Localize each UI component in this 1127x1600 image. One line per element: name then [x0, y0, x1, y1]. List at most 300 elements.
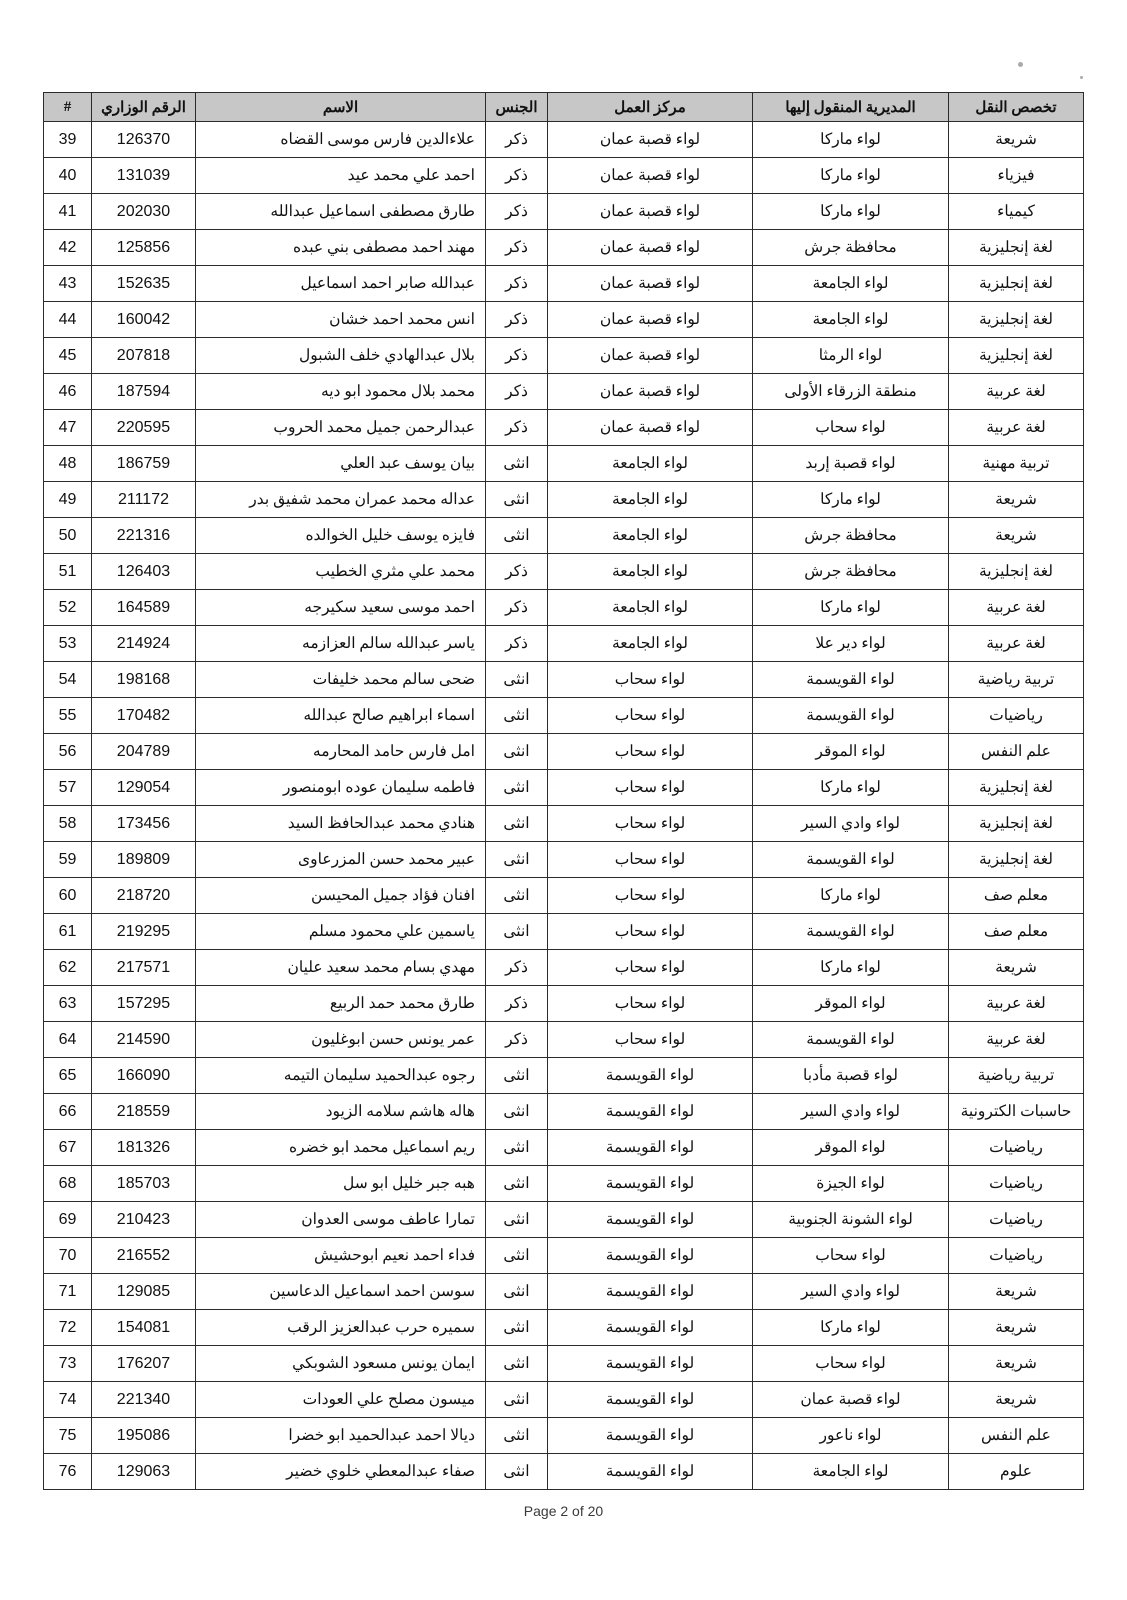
- table-cell-ministry-number: 210423: [92, 1202, 196, 1238]
- table-cell-name: عمر يونس حسن ابوغليون: [196, 1022, 486, 1058]
- table-cell-specialization: شريعة: [949, 1310, 1084, 1346]
- table-cell-gender: ذكر: [486, 986, 548, 1022]
- table-cell-num: 66: [44, 1094, 92, 1130]
- table-row: [44, 1310, 1084, 1346]
- table-cell-specialization: كيمياء: [949, 194, 1084, 230]
- table-cell-name: ديالا احمد عبدالحميد ابو خضرا: [196, 1418, 486, 1454]
- table-row: [44, 302, 1084, 338]
- table-cell-num: 48: [44, 446, 92, 482]
- table-cell-specialization: تربية مهنية: [949, 446, 1084, 482]
- table-cell-ministry-number: 221316: [92, 518, 196, 554]
- table-cell-num: 39: [44, 122, 92, 158]
- table-cell-ministry-number: 152635: [92, 266, 196, 302]
- table-cell-ministry-number: 170482: [92, 698, 196, 734]
- table-cell-specialization: لغة إنجليزية: [949, 554, 1084, 590]
- table-cell-ministry-number: 198168: [92, 662, 196, 698]
- table-cell-name: صفاء عبدالمعطي خلوي خضير: [196, 1454, 486, 1490]
- table-cell-specialization: لغة عربية: [949, 374, 1084, 410]
- table-row: [44, 662, 1084, 698]
- table-row: [44, 626, 1084, 662]
- table-cell-name: انس محمد احمد خشان: [196, 302, 486, 338]
- transfer-list-table: [43, 92, 1084, 1490]
- table-row: [44, 194, 1084, 230]
- table-cell-num: 53: [44, 626, 92, 662]
- table-cell-name: طارق محمد حمد الربيع: [196, 986, 486, 1022]
- table-row: [44, 1418, 1084, 1454]
- table-cell-ministry-number: 125856: [92, 230, 196, 266]
- table-cell-gender: انثى: [486, 662, 548, 698]
- table-cell-name: تمارا عاطف موسى العدوان: [196, 1202, 486, 1238]
- table-cell-specialization: علم النفس: [949, 734, 1084, 770]
- table-cell-num: 55: [44, 698, 92, 734]
- table-cell-directorate: لواء سحاب: [753, 410, 949, 446]
- table-cell-gender: ذكر: [486, 266, 548, 302]
- table-body: [44, 122, 1084, 1490]
- table-cell-specialization: لغة إنجليزية: [949, 338, 1084, 374]
- table-cell-name: مهدي بسام محمد سعيد عليان: [196, 950, 486, 986]
- table-cell-directorate: لواء الموقر: [753, 986, 949, 1022]
- table-cell-name: بيان يوسف عبد العلي: [196, 446, 486, 482]
- table-cell-directorate: محافظة جرش: [753, 230, 949, 266]
- table-cell-directorate: محافظة جرش: [753, 554, 949, 590]
- table-cell-specialization: لغة إنجليزية: [949, 302, 1084, 338]
- table-row: [44, 1382, 1084, 1418]
- table-cell-work-center: لواء سحاب: [548, 806, 753, 842]
- table-cell-gender: ذكر: [486, 158, 548, 194]
- table-cell-work-center: لواء الجامعة: [548, 518, 753, 554]
- table-cell-ministry-number: 220595: [92, 410, 196, 446]
- table-cell-num: 58: [44, 806, 92, 842]
- table-cell-name: اسماء ابراهيم صالح عبدالله: [196, 698, 486, 734]
- table-cell-work-center: لواء الجامعة: [548, 590, 753, 626]
- table-row: [44, 734, 1084, 770]
- table-cell-work-center: لواء سحاب: [548, 698, 753, 734]
- table-cell-num: 69: [44, 1202, 92, 1238]
- table-cell-specialization: رياضيات: [949, 1130, 1084, 1166]
- table-cell-gender: انثى: [486, 878, 548, 914]
- table-cell-specialization: لغة عربية: [949, 626, 1084, 662]
- table-cell-work-center: لواء القويسمة: [548, 1202, 753, 1238]
- column-header-specialization: تخصص النقل: [949, 93, 1084, 122]
- column-header-work-center: مركز العمل: [548, 93, 753, 122]
- table-cell-specialization: لغة عربية: [949, 986, 1084, 1022]
- table-cell-num: 64: [44, 1022, 92, 1058]
- table-cell-specialization: شريعة: [949, 482, 1084, 518]
- table-row: [44, 1058, 1084, 1094]
- table-cell-specialization: شريعة: [949, 950, 1084, 986]
- table-row: [44, 986, 1084, 1022]
- table-cell-specialization: فيزياء: [949, 158, 1084, 194]
- table-cell-gender: انثى: [486, 1202, 548, 1238]
- table-cell-ministry-number: 181326: [92, 1130, 196, 1166]
- table-cell-ministry-number: 202030: [92, 194, 196, 230]
- scan-speck-icon: [1018, 62, 1023, 67]
- table-cell-gender: انثى: [486, 1454, 548, 1490]
- table-cell-num: 62: [44, 950, 92, 986]
- table-cell-work-center: لواء القويسمة: [548, 1382, 753, 1418]
- table-cell-work-center: لواء قصبة عمان: [548, 266, 753, 302]
- table-row: [44, 446, 1084, 482]
- table-row: [44, 1238, 1084, 1274]
- table-cell-work-center: لواء سحاب: [548, 986, 753, 1022]
- table-cell-work-center: لواء القويسمة: [548, 1274, 753, 1310]
- table-row: [44, 590, 1084, 626]
- table-cell-work-center: لواء الجامعة: [548, 554, 753, 590]
- table-cell-name: علاءالدين فارس موسى القضاه: [196, 122, 486, 158]
- table-cell-ministry-number: 216552: [92, 1238, 196, 1274]
- table-cell-num: 59: [44, 842, 92, 878]
- table-cell-ministry-number: 186759: [92, 446, 196, 482]
- table-cell-ministry-number: 221340: [92, 1382, 196, 1418]
- table-cell-gender: ذكر: [486, 122, 548, 158]
- table-cell-directorate: لواء الجامعة: [753, 266, 949, 302]
- table-cell-gender: ذكر: [486, 230, 548, 266]
- table-cell-specialization: لغة إنجليزية: [949, 266, 1084, 302]
- table-row: [44, 1346, 1084, 1382]
- table-cell-directorate: لواء ماركا: [753, 878, 949, 914]
- table-cell-gender: انثى: [486, 734, 548, 770]
- table-cell-directorate: لواء الجامعة: [753, 1454, 949, 1490]
- table-cell-ministry-number: 129085: [92, 1274, 196, 1310]
- table-row: [44, 554, 1084, 590]
- table-row: [44, 338, 1084, 374]
- table-cell-name: بلال عبدالهادي خلف الشبول: [196, 338, 486, 374]
- table-cell-gender: ذكر: [486, 338, 548, 374]
- table-cell-gender: انثى: [486, 1130, 548, 1166]
- table-cell-specialization: شريعة: [949, 518, 1084, 554]
- table-container: [44, 92, 1084, 1490]
- table-cell-directorate: لواء الموقر: [753, 734, 949, 770]
- table-cell-ministry-number: 164589: [92, 590, 196, 626]
- table-cell-specialization: لغة إنجليزية: [949, 806, 1084, 842]
- table-cell-name: عبدالله صابر احمد اسماعيل: [196, 266, 486, 302]
- column-header-ministry-number: الرقم الوزاري: [92, 93, 196, 122]
- table-cell-num: 41: [44, 194, 92, 230]
- table-row: [44, 1274, 1084, 1310]
- table-cell-directorate: لواء وادي السير: [753, 806, 949, 842]
- table-cell-ministry-number: 176207: [92, 1346, 196, 1382]
- table-cell-directorate: لواء ماركا: [753, 482, 949, 518]
- table-cell-name: افنان فؤاد جميل المحيسن: [196, 878, 486, 914]
- table-cell-directorate: لواء قصبة عمان: [753, 1382, 949, 1418]
- table-cell-num: 45: [44, 338, 92, 374]
- table-cell-work-center: لواء قصبة عمان: [548, 338, 753, 374]
- table-cell-gender: انثى: [486, 1238, 548, 1274]
- table-cell-num: 40: [44, 158, 92, 194]
- table-cell-work-center: لواء القويسمة: [548, 1418, 753, 1454]
- table-cell-name: سوسن احمد اسماعيل الدعاسين: [196, 1274, 486, 1310]
- table-cell-specialization: رياضيات: [949, 1166, 1084, 1202]
- table-cell-ministry-number: 218559: [92, 1094, 196, 1130]
- table-cell-ministry-number: 217571: [92, 950, 196, 986]
- table-cell-gender: انثى: [486, 1346, 548, 1382]
- table-cell-num: 60: [44, 878, 92, 914]
- table-cell-specialization: تربية رياضية: [949, 662, 1084, 698]
- table-cell-specialization: شريعة: [949, 1274, 1084, 1310]
- table-row: [44, 806, 1084, 842]
- table-row: [44, 230, 1084, 266]
- table-cell-num: 54: [44, 662, 92, 698]
- table-cell-ministry-number: 154081: [92, 1310, 196, 1346]
- table-cell-gender: انثى: [486, 770, 548, 806]
- table-cell-name: طارق مصطفى اسماعيل عبدالله: [196, 194, 486, 230]
- table-cell-ministry-number: 131039: [92, 158, 196, 194]
- table-cell-gender: انثى: [486, 1418, 548, 1454]
- table-row: [44, 158, 1084, 194]
- table-cell-name: عداله محمد عمران محمد شفيق بدر: [196, 482, 486, 518]
- table-cell-ministry-number: 219295: [92, 914, 196, 950]
- table-cell-gender: انثى: [486, 806, 548, 842]
- table-cell-directorate: لواء ماركا: [753, 122, 949, 158]
- table-cell-name: فداء احمد نعيم ابوحشيش: [196, 1238, 486, 1274]
- table-cell-gender: انثى: [486, 1274, 548, 1310]
- table-cell-directorate: لواء القويسمة: [753, 1022, 949, 1058]
- table-row: [44, 374, 1084, 410]
- table-cell-gender: انثى: [486, 914, 548, 950]
- table-row: [44, 1202, 1084, 1238]
- table-cell-num: 51: [44, 554, 92, 590]
- table-cell-name: عبدالرحمن جميل محمد الحروب: [196, 410, 486, 446]
- table-cell-work-center: لواء سحاب: [548, 914, 753, 950]
- table-cell-specialization: رياضيات: [949, 1238, 1084, 1274]
- table-cell-name: هبه جبر خليل ابو سل: [196, 1166, 486, 1202]
- table-cell-gender: انثى: [486, 1094, 548, 1130]
- table-cell-num: 42: [44, 230, 92, 266]
- table-cell-directorate: لواء قصبة مأدبا: [753, 1058, 949, 1094]
- table-cell-specialization: علم النفس: [949, 1418, 1084, 1454]
- table-cell-name: ضحى سالم محمد خليفات: [196, 662, 486, 698]
- table-cell-work-center: لواء القويسمة: [548, 1130, 753, 1166]
- table-cell-specialization: لغة عربية: [949, 410, 1084, 446]
- table-cell-ministry-number: 166090: [92, 1058, 196, 1094]
- table-cell-ministry-number: 207818: [92, 338, 196, 374]
- table-cell-work-center: لواء القويسمة: [548, 1346, 753, 1382]
- table-cell-gender: انثى: [486, 518, 548, 554]
- table-cell-directorate: لواء ماركا: [753, 194, 949, 230]
- table-cell-gender: انثى: [486, 1166, 548, 1202]
- table-cell-specialization: معلم صف: [949, 914, 1084, 950]
- table-cell-specialization: شريعة: [949, 1346, 1084, 1382]
- table-cell-name: فايزه يوسف خليل الخوالده: [196, 518, 486, 554]
- table-cell-ministry-number: 126403: [92, 554, 196, 590]
- table-cell-specialization: رياضيات: [949, 698, 1084, 734]
- table-cell-num: 44: [44, 302, 92, 338]
- column-header-directorate: المديرية المنقول إليها: [753, 93, 949, 122]
- table-cell-name: ريم اسماعيل محمد ابو خضره: [196, 1130, 486, 1166]
- table-cell-ministry-number: 157295: [92, 986, 196, 1022]
- table-cell-directorate: منطقة الزرقاء الأولى: [753, 374, 949, 410]
- table-row: [44, 698, 1084, 734]
- table-cell-gender: انثى: [486, 698, 548, 734]
- table-cell-directorate: لواء وادي السير: [753, 1094, 949, 1130]
- table-cell-directorate: لواء الشونة الجنوبية: [753, 1202, 949, 1238]
- table-cell-work-center: لواء القويسمة: [548, 1166, 753, 1202]
- table-cell-work-center: لواء القويسمة: [548, 1238, 753, 1274]
- column-header-gender: الجنس: [486, 93, 548, 122]
- table-cell-specialization: شريعة: [949, 1382, 1084, 1418]
- table-cell-specialization: لغة إنجليزية: [949, 230, 1084, 266]
- table-cell-name: سميره حرب عبدالعزيز الرقب: [196, 1310, 486, 1346]
- table-cell-name: احمد موسى سعيد سكيرجه: [196, 590, 486, 626]
- table-cell-specialization: لغة عربية: [949, 1022, 1084, 1058]
- table-cell-gender: انثى: [486, 1382, 548, 1418]
- table-cell-specialization: رياضيات: [949, 1202, 1084, 1238]
- column-header-num: #: [44, 93, 92, 122]
- table-cell-num: 52: [44, 590, 92, 626]
- table-cell-gender: ذكر: [486, 554, 548, 590]
- table-cell-num: 68: [44, 1166, 92, 1202]
- table-cell-specialization: تربية رياضية: [949, 1058, 1084, 1094]
- table-cell-gender: ذكر: [486, 194, 548, 230]
- table-cell-directorate: لواء سحاب: [753, 1238, 949, 1274]
- table-cell-work-center: لواء قصبة عمان: [548, 374, 753, 410]
- table-cell-name: فاطمه سليمان عوده ابومنصور: [196, 770, 486, 806]
- table-cell-work-center: لواء سحاب: [548, 662, 753, 698]
- page-footer: Page 2 of 20: [523, 1503, 604, 1519]
- table-cell-directorate: لواء الرمثا: [753, 338, 949, 374]
- table-cell-num: 70: [44, 1238, 92, 1274]
- table-cell-name: امل فارس حامد المحارمه: [196, 734, 486, 770]
- table-cell-gender: ذكر: [486, 590, 548, 626]
- table-cell-name: ميسون مصلح علي العودات: [196, 1382, 486, 1418]
- table-cell-num: 61: [44, 914, 92, 950]
- table-cell-num: 56: [44, 734, 92, 770]
- table-cell-directorate: لواء ماركا: [753, 1310, 949, 1346]
- table-cell-directorate: لواء ناعور: [753, 1418, 949, 1454]
- table-row: [44, 1166, 1084, 1202]
- table-cell-directorate: لواء ماركا: [753, 770, 949, 806]
- table-cell-gender: ذكر: [486, 302, 548, 338]
- table-cell-ministry-number: 160042: [92, 302, 196, 338]
- table-cell-ministry-number: 218720: [92, 878, 196, 914]
- table-cell-gender: انثى: [486, 842, 548, 878]
- table-cell-ministry-number: 211172: [92, 482, 196, 518]
- table-cell-num: 63: [44, 986, 92, 1022]
- table-cell-name: عبير محمد حسن المزرعاوى: [196, 842, 486, 878]
- table-cell-directorate: لواء ماركا: [753, 158, 949, 194]
- table-cell-gender: انثى: [486, 1310, 548, 1346]
- table-row: [44, 1454, 1084, 1490]
- table-cell-ministry-number: 129063: [92, 1454, 196, 1490]
- table-cell-directorate: لواء الموقر: [753, 1130, 949, 1166]
- table-row: [44, 950, 1084, 986]
- table-cell-directorate: محافظة جرش: [753, 518, 949, 554]
- table-cell-name: ياسمين علي محمود مسلم: [196, 914, 486, 950]
- table-cell-specialization: شريعة: [949, 122, 1084, 158]
- table-cell-directorate: لواء القويسمة: [753, 662, 949, 698]
- table-cell-work-center: لواء الجامعة: [548, 446, 753, 482]
- table-row: [44, 878, 1084, 914]
- table-cell-specialization: علوم: [949, 1454, 1084, 1490]
- table-cell-gender: ذكر: [486, 950, 548, 986]
- scan-speck-icon: [1080, 76, 1083, 79]
- table-cell-work-center: لواء سحاب: [548, 878, 753, 914]
- table-cell-gender: ذكر: [486, 1022, 548, 1058]
- table-cell-num: 71: [44, 1274, 92, 1310]
- table-cell-num: 72: [44, 1310, 92, 1346]
- table-cell-directorate: لواء ماركا: [753, 590, 949, 626]
- table-cell-work-center: لواء القويسمة: [548, 1454, 753, 1490]
- table-cell-directorate: لواء الجيزة: [753, 1166, 949, 1202]
- table-cell-directorate: لواء القويسمة: [753, 842, 949, 878]
- table-cell-gender: انثى: [486, 446, 548, 482]
- table-cell-ministry-number: 129054: [92, 770, 196, 806]
- table-header-row: [44, 93, 1084, 122]
- table-cell-directorate: لواء دير علا: [753, 626, 949, 662]
- table-cell-name: مهند احمد مصطفى بني عبده: [196, 230, 486, 266]
- table-row: [44, 1094, 1084, 1130]
- table-row: [44, 770, 1084, 806]
- table-row: [44, 482, 1084, 518]
- table-row: [44, 410, 1084, 446]
- table-cell-directorate: لواء سحاب: [753, 1346, 949, 1382]
- table-cell-ministry-number: 187594: [92, 374, 196, 410]
- table-cell-specialization: لغة إنجليزية: [949, 842, 1084, 878]
- table-cell-directorate: لواء وادي السير: [753, 1274, 949, 1310]
- table-cell-gender: انثى: [486, 1058, 548, 1094]
- table-cell-name: رجوه عبدالحميد سليمان التيمه: [196, 1058, 486, 1094]
- table-cell-work-center: لواء القويسمة: [548, 1310, 753, 1346]
- table-cell-num: 50: [44, 518, 92, 554]
- table-cell-specialization: معلم صف: [949, 878, 1084, 914]
- table-cell-ministry-number: 204789: [92, 734, 196, 770]
- table-row: [44, 1022, 1084, 1058]
- table-cell-work-center: لواء الجامعة: [548, 482, 753, 518]
- table-cell-work-center: لواء سحاب: [548, 1022, 753, 1058]
- table-cell-gender: انثى: [486, 482, 548, 518]
- table-row: [44, 122, 1084, 158]
- table-cell-ministry-number: 195086: [92, 1418, 196, 1454]
- table-cell-specialization: حاسبات الكترونية: [949, 1094, 1084, 1130]
- table-cell-name: هنادي محمد عبدالحافظ السيد: [196, 806, 486, 842]
- table-cell-gender: ذكر: [486, 626, 548, 662]
- table-row: [44, 266, 1084, 302]
- table-cell-name: محمد علي مثري الخطيب: [196, 554, 486, 590]
- table-cell-num: 57: [44, 770, 92, 806]
- column-header-name: الاسم: [196, 93, 486, 122]
- table-cell-name: ايمان يونس مسعود الشوبكي: [196, 1346, 486, 1382]
- table-cell-num: 46: [44, 374, 92, 410]
- table-cell-work-center: لواء قصبة عمان: [548, 158, 753, 194]
- table-cell-ministry-number: 214924: [92, 626, 196, 662]
- table-cell-num: 76: [44, 1454, 92, 1490]
- table-cell-work-center: لواء قصبة عمان: [548, 194, 753, 230]
- table-row: [44, 914, 1084, 950]
- table-cell-ministry-number: 214590: [92, 1022, 196, 1058]
- table-cell-directorate: لواء القويسمة: [753, 914, 949, 950]
- table-cell-num: 74: [44, 1382, 92, 1418]
- table-cell-work-center: لواء سحاب: [548, 770, 753, 806]
- table-cell-num: 73: [44, 1346, 92, 1382]
- table-cell-ministry-number: 189809: [92, 842, 196, 878]
- table-cell-name: محمد بلال محمود ابو ديه: [196, 374, 486, 410]
- table-row: [44, 518, 1084, 554]
- table-cell-ministry-number: 185703: [92, 1166, 196, 1202]
- table-cell-num: 67: [44, 1130, 92, 1166]
- table-cell-work-center: لواء سحاب: [548, 842, 753, 878]
- table-cell-work-center: لواء الجامعة: [548, 626, 753, 662]
- table-cell-directorate: لواء قصبة إربد: [753, 446, 949, 482]
- table-cell-ministry-number: 126370: [92, 122, 196, 158]
- table-cell-work-center: لواء قصبة عمان: [548, 122, 753, 158]
- table-cell-work-center: لواء سحاب: [548, 950, 753, 986]
- table-cell-directorate: لواء ماركا: [753, 950, 949, 986]
- table-cell-name: ياسر عبدالله سالم العزازمه: [196, 626, 486, 662]
- table-cell-work-center: لواء قصبة عمان: [548, 410, 753, 446]
- table-cell-work-center: لواء القويسمة: [548, 1094, 753, 1130]
- table-cell-directorate: لواء القويسمة: [753, 698, 949, 734]
- table-row: [44, 842, 1084, 878]
